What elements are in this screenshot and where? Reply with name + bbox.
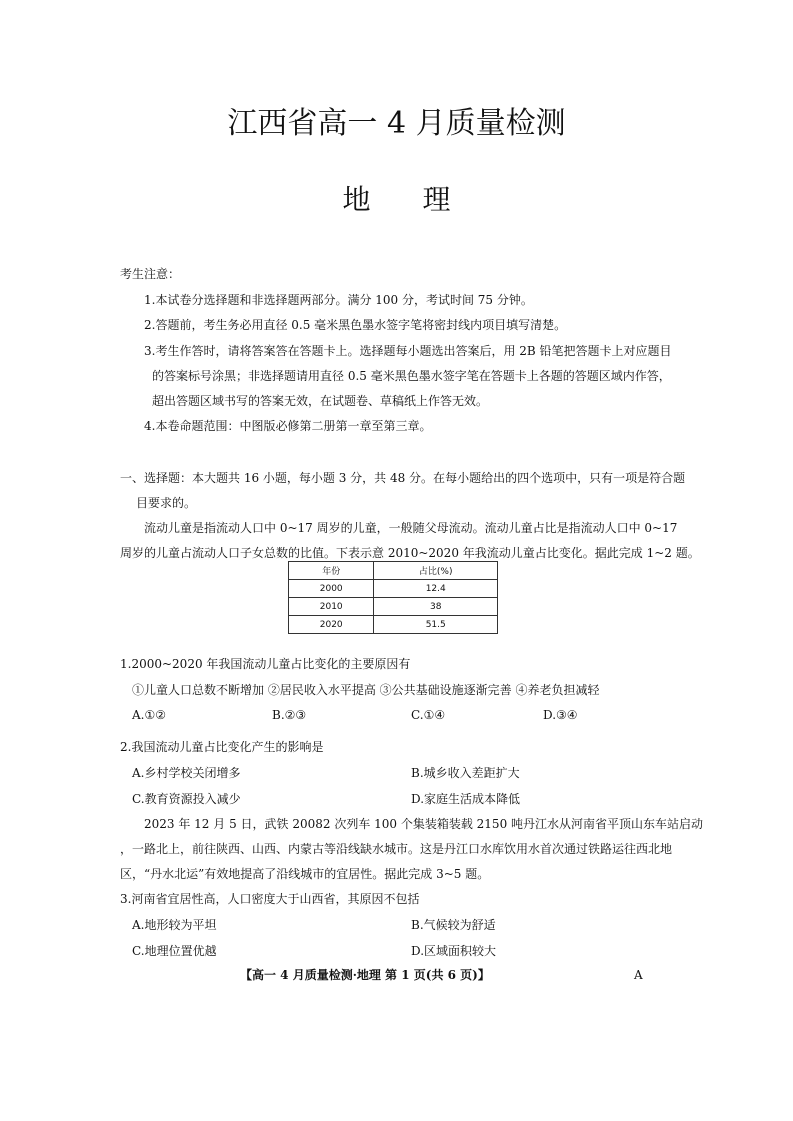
material-1-line-1: 流动儿童是指流动人口中 0~17 周岁的儿童，一般随父母流动。流动儿童占比是指流动人口中 0~17 xyxy=(144,521,678,535)
table-header-cell: 占比(%) xyxy=(374,562,498,580)
version-mark: A xyxy=(634,968,643,982)
q2-stem: 2.我国流动儿童占比变化产生的影响是 xyxy=(120,740,324,754)
q1-stem: 1.2000~2020 年我国流动儿童占比变化的主要原因有 xyxy=(120,657,411,671)
q3-option-d: D.区域面积较大 xyxy=(411,944,497,958)
notes-heading: 考生注意： xyxy=(120,267,181,281)
q2-option-b: B.城乡收入差距扩大 xyxy=(411,766,520,780)
data-table xyxy=(288,561,498,634)
note-item-1: 1.本试卷分选择题和非选择题两部分。满分 100 分，考试时间 75 分钟。 xyxy=(144,293,533,307)
table-cell: 2020 xyxy=(289,616,374,634)
section-1-line-1: 一、选择题：本大题共 16 小题，每小题 3 分，共 48 分。在每小题给出的四个选项中，只有一项是符合题 xyxy=(120,471,686,485)
table-row xyxy=(289,616,498,634)
q1-option-a: A.①② xyxy=(132,708,166,722)
material-2-line-2: ，一路北上，前往陕西、山西、内蒙古等沿线缺水城市。这是丹江口水库饮用水首次通过铁路运往西北地 xyxy=(120,842,673,856)
exam-title: 江西省高一 4 月质量检测 xyxy=(227,106,566,141)
q3-option-a: A.地形较为平坦 xyxy=(132,918,217,932)
material-2-line-1: 2023 年 12 月 5 日，武铁 20082 次列车 100 个集装箱装载 2150 吨丹江水从河南省平顶山东车站启动 xyxy=(144,817,704,831)
page-footer: 【高一 4 月质量检测·地理 第 1 页(共 6 页)】 xyxy=(240,968,490,982)
note-item-3-line-3: 超出答题区域书写的答案无效，在试题卷、草稿纸上作答无效。 xyxy=(152,394,489,408)
q3-option-b: B.气候较为舒适 xyxy=(411,918,496,932)
material-1-line-2: 周岁的儿童占流动人口子女总数的比值。下表示意 2010~2020 年我流动儿童占比变化。据此完成 1~2 题。 xyxy=(120,546,700,560)
note-item-3-line-2: 的答案标号涂黑；非选择题请用直径 0.5 毫米黑色墨水签字笔在答题卡上各题的答题区域内作答， xyxy=(152,369,671,383)
q1-option-c: C.①④ xyxy=(411,708,446,722)
table-cell: 12.4 xyxy=(374,580,498,598)
subject-title xyxy=(0,182,793,218)
note-item-3-line-1: 3.考生作答时，请将答案答在答题卡上。选择题每小题选出答案后，用 2B 铅笔把答题卡上对应题目 xyxy=(144,344,672,358)
table-row xyxy=(289,598,498,616)
q3-stem: 3.河南省宜居性高，人口密度大于山西省，其原因不包括 xyxy=(120,892,420,906)
table-cell: 51.5 xyxy=(374,616,498,634)
table-row xyxy=(289,580,498,598)
subject-char-1: 地 xyxy=(342,183,371,216)
section-1-line-2: 目要求的。 xyxy=(136,496,197,510)
table-header-cell: 年份 xyxy=(289,562,374,580)
q2-option-d: D.家庭生活成本降低 xyxy=(411,792,521,806)
subject-char-2: 理 xyxy=(422,183,451,216)
table-header-row xyxy=(289,562,498,580)
note-item-4: 4.本卷命题范围：中图版必修第二册第一章至第三章。 xyxy=(144,419,432,433)
q1-option-d: D.③④ xyxy=(543,708,578,722)
table-cell: 2010 xyxy=(289,598,374,616)
q1-option-b: B.②③ xyxy=(272,708,307,722)
note-item-2: 2.答题前，考生务必用直径 0.5 毫米黑色墨水签字笔将密封线内项目填写清楚。 xyxy=(144,318,567,332)
table-cell: 38 xyxy=(374,598,498,616)
table-cell: 2000 xyxy=(289,580,374,598)
q2-option-c: C.教育资源投入减少 xyxy=(132,792,241,806)
q1-statements: ①儿童人口总数不断增加 ②居民收入水平提高 ③公共基础设施逐渐完善 ④养老负担减轻 xyxy=(132,683,600,697)
q3-option-c: C.地理位置优越 xyxy=(132,944,217,958)
q2-option-a: A.乡村学校关闭增多 xyxy=(132,766,241,780)
material-2-line-3: 区，“丹水北运”有效地提高了沿线城市的宜居性。据此完成 3~5 题。 xyxy=(120,867,490,881)
